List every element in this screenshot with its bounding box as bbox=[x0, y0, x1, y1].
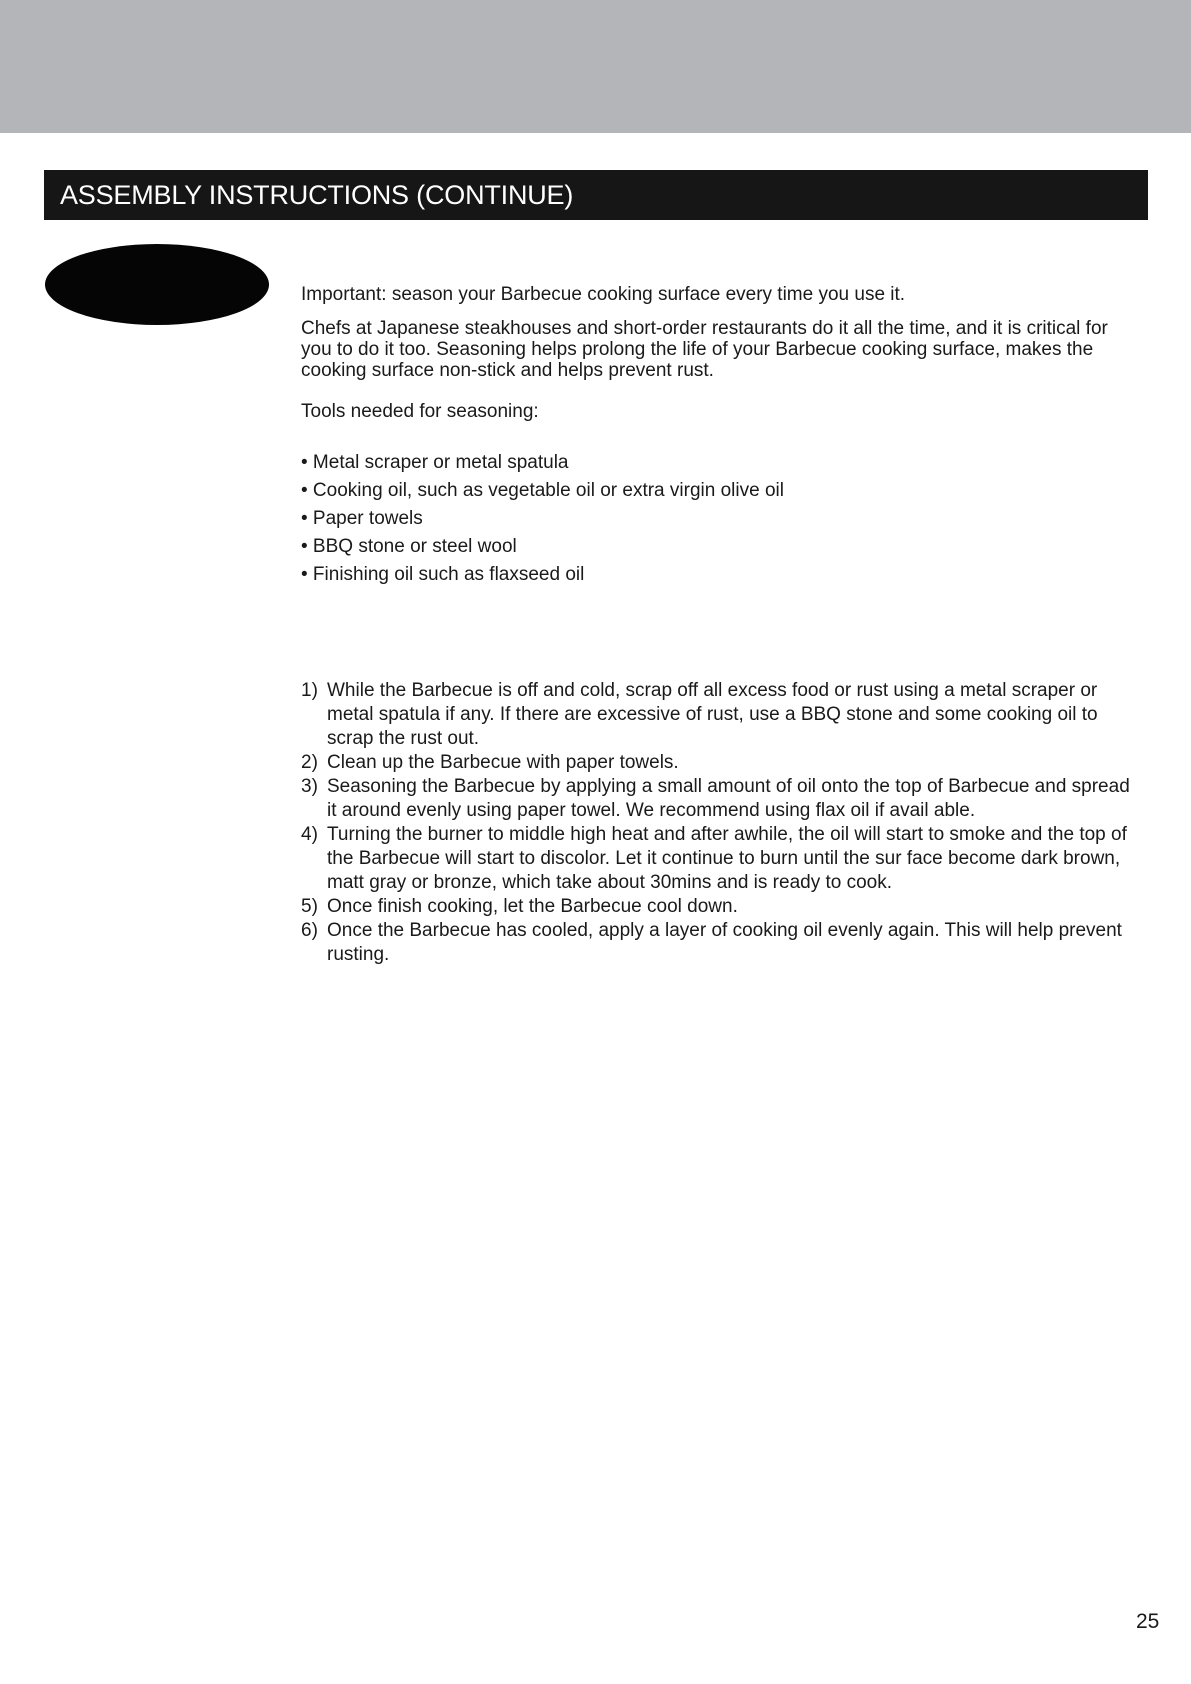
step-text: Seasoning the Barbecue by applying a small amount of oil onto the top of Barbecue and spread it around evenly using paper towel. We recommend using flax oil if avail able. bbox=[327, 776, 1130, 821]
list-item-step bbox=[301, 895, 1131, 919]
list-item-step bbox=[301, 919, 1131, 967]
tools-list bbox=[301, 449, 1131, 589]
page-number: 25 bbox=[1136, 1610, 1160, 1633]
list-item-step bbox=[301, 775, 1131, 823]
step-number: 2) bbox=[301, 752, 318, 773]
list-item-tool: • Finishing oil such as flaxseed oil bbox=[301, 564, 585, 585]
list-item-step bbox=[301, 679, 1131, 751]
step-number: 3) bbox=[301, 776, 318, 797]
list-item-tool: • Metal scraper or metal spatula bbox=[301, 452, 569, 473]
step-number: 5) bbox=[301, 896, 318, 917]
list-item-tool: • Paper towels bbox=[301, 508, 423, 529]
step-number: 6) bbox=[301, 920, 318, 941]
seasoning-content bbox=[301, 284, 1131, 967]
step-oval-marker bbox=[45, 244, 269, 325]
step-text: While the Barbecue is off and cold, scrap off all excess food or rust using a metal scraper or metal spatula if any. If there are excessive of rust, use a BBQ stone and some cooking oil to scrap the rust out. bbox=[327, 680, 1098, 749]
step-text: Once the Barbecue has cooled, apply a layer of cooking oil evenly again. This will help prevent rusting. bbox=[327, 920, 1122, 965]
step-text: Turning the burner to middle high heat and after awhile, the oil will start to smoke and the top of the Barbecue will start to discolor. Let it continue to burn until the sur face become dark brown, matt gray or bronze, which take about 30mins and is ready to cook. bbox=[327, 824, 1127, 893]
intro-paragraph: Chefs at Japanese steakhouses and short-order restaurants do it all the time, and it is critical for you to do it too. Seasoning helps prolong the life of your Barbecue cooking surface, makes the cooking surface non-stick and helps prevent rust. bbox=[301, 318, 1108, 381]
step-text: Once finish cooking, let the Barbecue cool down. bbox=[327, 896, 738, 917]
step-number: 1) bbox=[301, 680, 318, 701]
list-item-step bbox=[301, 751, 1131, 775]
top-gray-band bbox=[0, 0, 1191, 133]
step-text: Clean up the Barbecue with paper towels. bbox=[327, 752, 679, 773]
step-number: 4) bbox=[301, 824, 318, 845]
section-title: ASSEMBLY INSTRUCTIONS (CONTINUE) bbox=[60, 179, 574, 210]
steps-list bbox=[301, 679, 1131, 967]
list-item-step bbox=[301, 823, 1131, 895]
tools-heading: Tools needed for seasoning: bbox=[301, 401, 539, 422]
important-note: Important: season your Barbecue cooking surface every time you use it. bbox=[301, 284, 906, 305]
list-item-tool: • Cooking oil, such as vegetable oil or extra virgin olive oil bbox=[301, 480, 784, 501]
section-header bbox=[44, 170, 1148, 220]
list-item-tool: • BBQ stone or steel wool bbox=[301, 536, 517, 557]
